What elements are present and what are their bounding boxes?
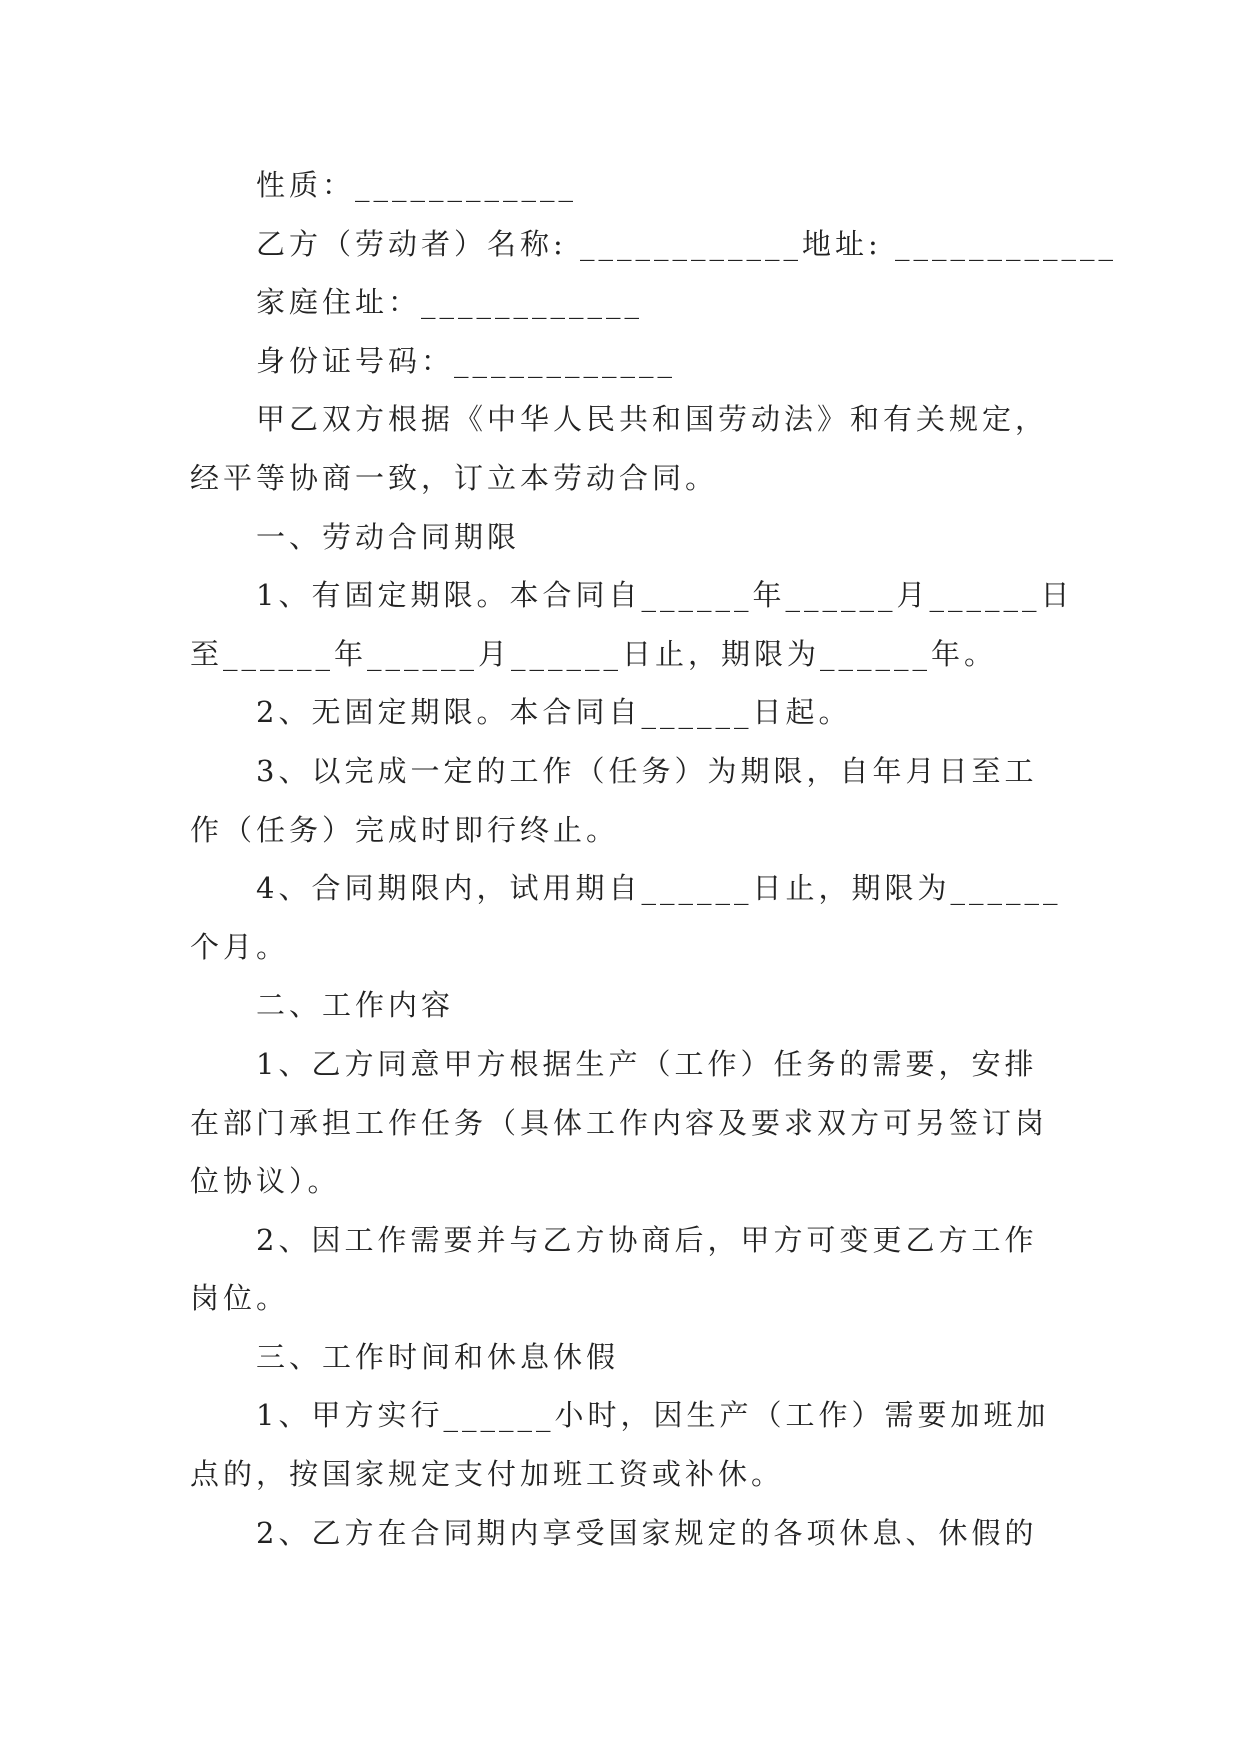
text-line: 3、以完成一定的工作（任务）为期限，自年月日至工 <box>256 753 1038 788</box>
text-line: 家庭住址：____________ <box>256 285 644 320</box>
text-line: 身份证号码：____________ <box>256 343 677 378</box>
text-line: 1、甲方实行______小时，因生产（工作）需要加班加 <box>256 1398 1050 1433</box>
text-line: 个月。 <box>190 929 290 964</box>
text-line: 点的，按国家规定支付加班工资或补休。 <box>190 1457 785 1492</box>
text-line: 甲乙双方根据《中华人民共和国劳动法》和有关规定， <box>256 402 1049 437</box>
text-line: 位协议）。 <box>190 1164 341 1199</box>
text-line: 至______年______月______日止，期限为______年。 <box>190 636 998 671</box>
text-line: 1、有固定期限。本合同自______年______月______日 <box>256 578 1074 613</box>
section-heading: 三、工作时间和休息休假 <box>256 1339 620 1374</box>
text-line: 性质：____________ <box>256 168 578 202</box>
document-body <box>190 156 1117 1562</box>
text-line: 4、合同期限内，试用期自______日止，期限为______ <box>256 871 1062 906</box>
text-line: 经平等协商一致，订立本劳动合同。 <box>190 460 719 495</box>
section-heading: 一、劳动合同期限 <box>256 519 521 554</box>
text-line: 乙方（劳动者）名称: ____________地址: ____________ <box>256 226 1117 261</box>
text-line: 1、乙方同意甲方根据生产（工作）任务的需要，安排 <box>256 1046 1038 1081</box>
text-line: 在部门承担工作任务（具体工作内容及要求双方可另签订岗 <box>190 1105 1049 1140</box>
text-line: 作（任务）完成时即行终止。 <box>190 812 620 847</box>
text-line: 2、乙方在合同期内享受国家规定的各项休息、休假的 <box>256 1515 1038 1550</box>
text-line: 岗位。 <box>190 1281 290 1316</box>
text-line: 2、无固定期限。本合同自______日起。 <box>256 695 852 730</box>
text-line: 2、因工作需要并与乙方协商后，甲方可变更乙方工作 <box>256 1222 1038 1257</box>
section-heading: 二、工作内容 <box>256 988 455 1023</box>
